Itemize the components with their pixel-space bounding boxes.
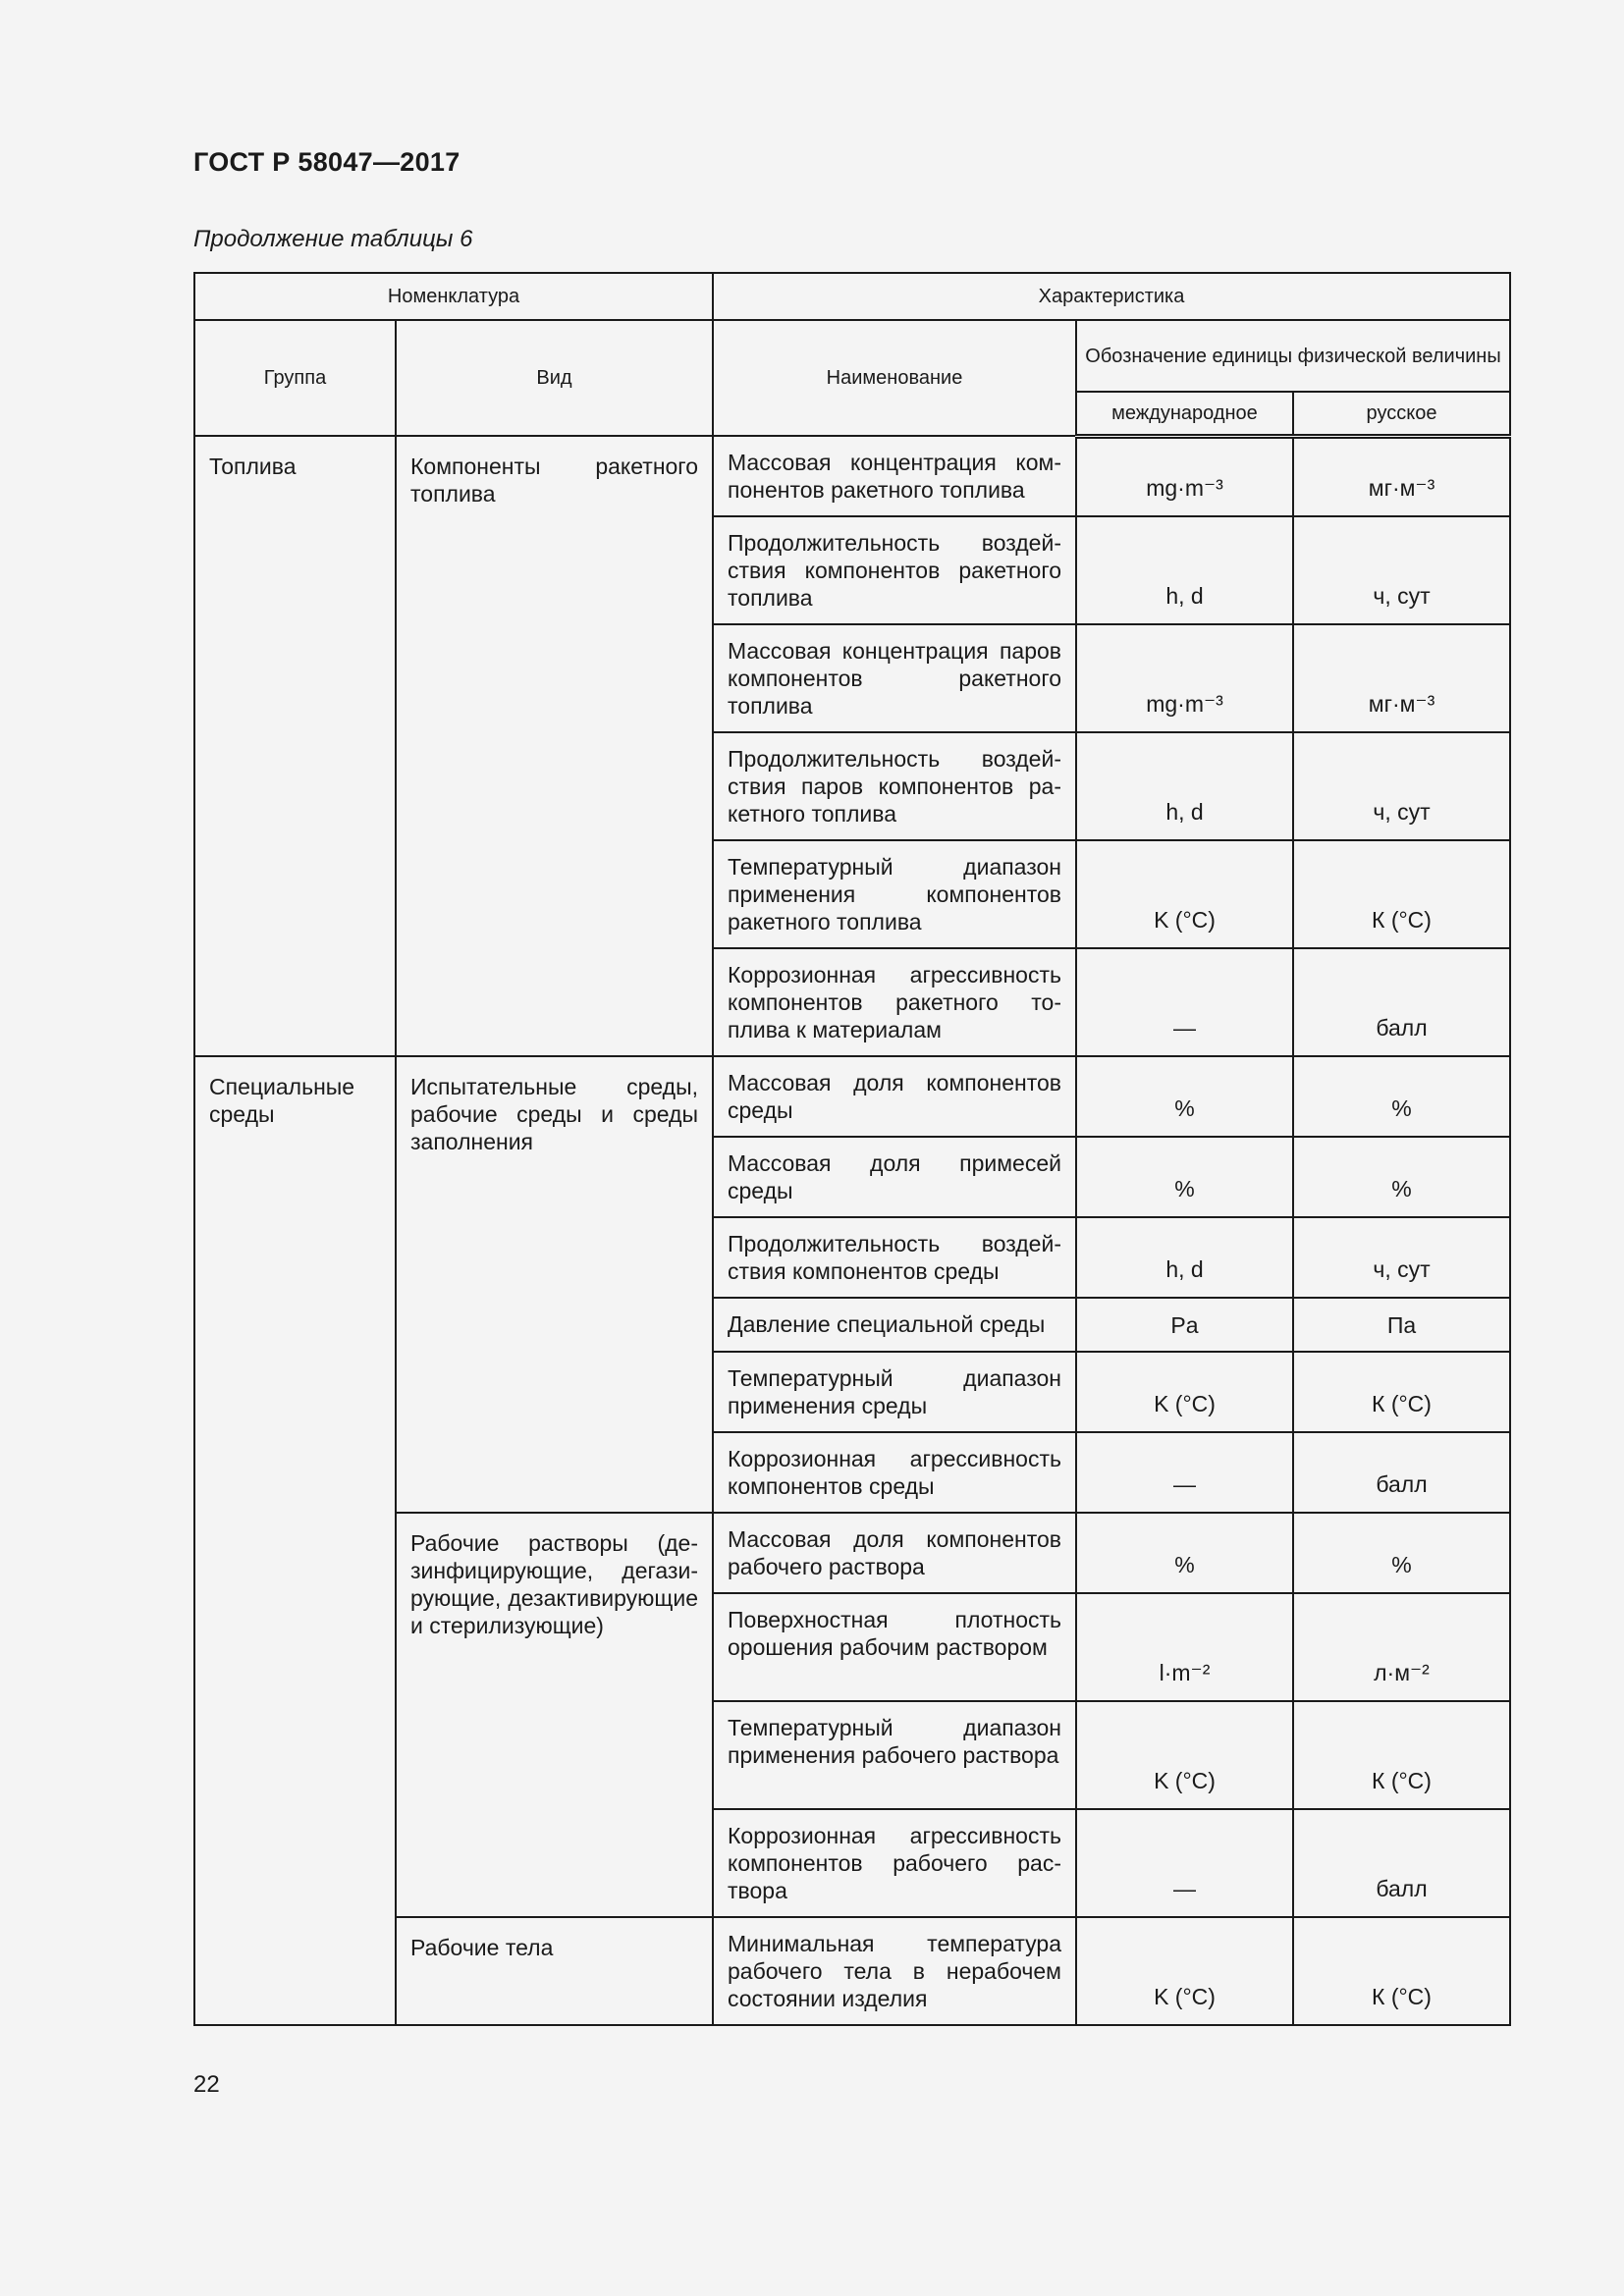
unit-international: % xyxy=(1076,1513,1293,1593)
name-cell: Коррозионная агрессивность компонентов среды xyxy=(713,1432,1076,1513)
name-cell: Коррозионная агрессивность компонентов ракетного топлива к материалам xyxy=(713,948,1076,1056)
unit-russian: К (°C) xyxy=(1293,1352,1510,1432)
name-cell: Массовая доля компонентов рабочего раствора xyxy=(713,1513,1076,1593)
name-cell: Продолжительность воздействия компонентов ракетного топлива xyxy=(713,516,1076,624)
kind-cell: Компоненты ракетного топлива xyxy=(396,436,713,1056)
header-characteristic: Характеристика xyxy=(713,273,1510,320)
unit-russian: балл xyxy=(1293,948,1510,1056)
header-group: Группа xyxy=(194,320,396,436)
header-international: международное xyxy=(1076,392,1293,436)
header-russian: русское xyxy=(1293,392,1510,436)
name-cell: Температурный диапазон применения компонентов ракетного топлива xyxy=(713,840,1076,948)
unit-international: K (°C) xyxy=(1076,1352,1293,1432)
table-caption: Продолжение таблицы 6 xyxy=(193,226,473,252)
kind-cell: Испытательные среды, рабочие среды и среды заполнения xyxy=(396,1056,713,1513)
unit-russian: л·м⁻² xyxy=(1293,1593,1510,1701)
unit-international: mg·m⁻³ xyxy=(1076,436,1293,516)
unit-international: Pa xyxy=(1076,1298,1293,1352)
unit-international: K (°C) xyxy=(1076,1917,1293,2025)
unit-international: K (°C) xyxy=(1076,840,1293,948)
unit-russian: % xyxy=(1293,1513,1510,1593)
name-cell: Поверхностная плотность орошения рабочим раствором xyxy=(713,1593,1076,1701)
characteristics-table xyxy=(193,272,1511,2026)
group-cell: Топлива xyxy=(194,436,396,1056)
header-nomenclature: Номенклатура xyxy=(194,273,713,320)
page-number: 22 xyxy=(193,2071,220,2098)
unit-international: K (°C) xyxy=(1076,1701,1293,1809)
unit-russian: % xyxy=(1293,1137,1510,1217)
unit-russian: ч, сут xyxy=(1293,1217,1510,1298)
unit-russian: К (°C) xyxy=(1293,840,1510,948)
unit-russian: балл xyxy=(1293,1432,1510,1513)
unit-international: h, d xyxy=(1076,732,1293,840)
name-cell: Продолжительность воздействия компонентов среды xyxy=(713,1217,1076,1298)
unit-international: h, d xyxy=(1076,516,1293,624)
name-cell: Температурный диапазон применения среды xyxy=(713,1352,1076,1432)
name-cell: Температурный диапазон применения рабочего раствора xyxy=(713,1701,1076,1809)
name-cell: Массовая концентрация компонентов ракетного топлива xyxy=(713,436,1076,516)
unit-russian: К (°C) xyxy=(1293,1701,1510,1809)
unit-international: h, d xyxy=(1076,1217,1293,1298)
unit-russian: % xyxy=(1293,1056,1510,1137)
group-cell: Специальные среды xyxy=(194,1056,396,2025)
name-cell: Минимальная температура рабочего тела в нерабочем состоянии изделия xyxy=(713,1917,1076,2025)
unit-russian: Па xyxy=(1293,1298,1510,1352)
name-cell: Давление специальной среды xyxy=(713,1298,1076,1352)
header-kind: Вид xyxy=(396,320,713,436)
unit-international: — xyxy=(1076,948,1293,1056)
unit-international: % xyxy=(1076,1056,1293,1137)
name-cell: Коррозионная агрессивность компонентов рабочего раствора xyxy=(713,1809,1076,1917)
name-cell: Продолжительность воздействия паров компонентов ракетного топлива xyxy=(713,732,1076,840)
name-cell: Массовая доля компонентов среды xyxy=(713,1056,1076,1137)
document-code: ГОСТ Р 58047—2017 xyxy=(193,147,460,177)
kind-cell: Рабочие растворы (дезинфицирующие, дегазирующие, дезактивирующие и стерилизующие) xyxy=(396,1513,713,1917)
unit-international: l·m⁻² xyxy=(1076,1593,1293,1701)
unit-russian: мг·м⁻³ xyxy=(1293,624,1510,732)
unit-russian: К (°C) xyxy=(1293,1917,1510,2025)
name-cell: Массовая доля примесей среды xyxy=(713,1137,1076,1217)
unit-russian: мг·м⁻³ xyxy=(1293,436,1510,516)
unit-russian: ч, сут xyxy=(1293,516,1510,624)
name-cell: Массовая концентрация паров компонентов ракетного топлива xyxy=(713,624,1076,732)
kind-cell: Рабочие тела xyxy=(396,1917,713,2025)
header-name: Наименование xyxy=(713,320,1076,436)
unit-international: mg·m⁻³ xyxy=(1076,624,1293,732)
unit-international: — xyxy=(1076,1432,1293,1513)
unit-international: % xyxy=(1076,1137,1293,1217)
unit-russian: балл xyxy=(1293,1809,1510,1917)
unit-russian: ч, сут xyxy=(1293,732,1510,840)
unit-international: — xyxy=(1076,1809,1293,1917)
header-unit-designation: Обозначение единицы физической величины xyxy=(1076,320,1510,392)
